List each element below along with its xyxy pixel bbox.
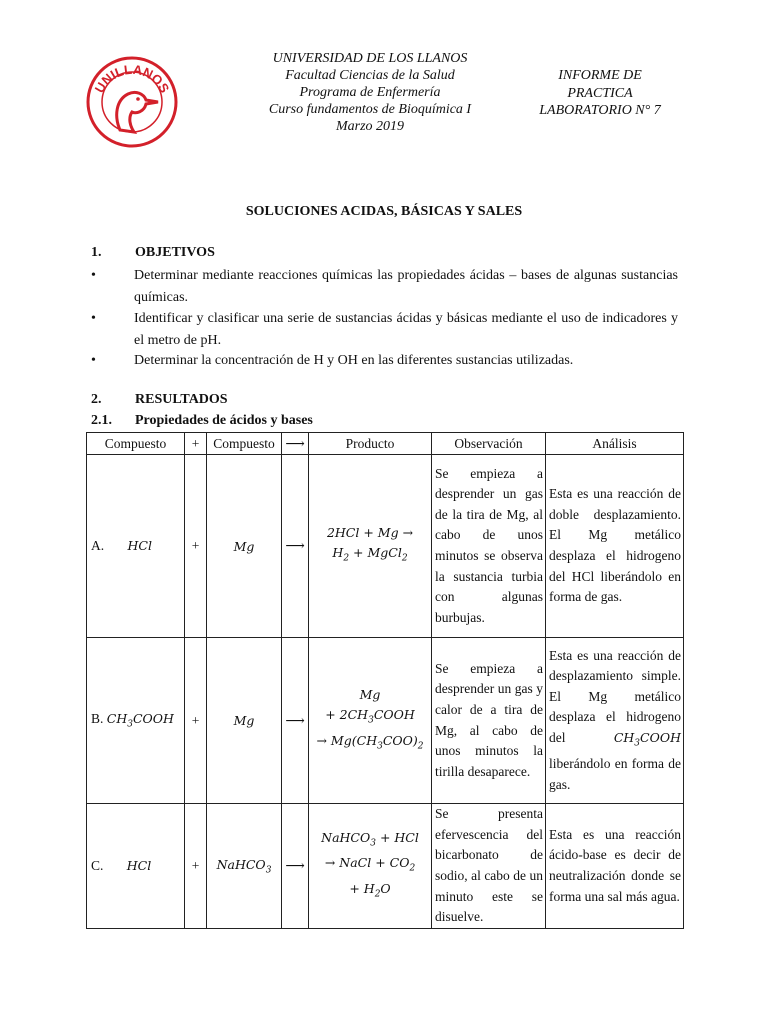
- objective-item: [91, 265, 678, 309]
- observation-text: Se empieza a desprender un gas de la tira de Mg, al cabo de unos minutos se observa la sustancia turbia con algunas burbujas.: [432, 455, 546, 638]
- analysis-text: [546, 638, 684, 804]
- objective-item: [91, 308, 678, 352]
- objective-text: Determinar mediante reacciones químicas las propiedades ácidas – bases de algunas sustancias químicas.: [134, 268, 678, 305]
- analysis-text: Esta es una reacción de doble desplazamiento. El Mg metálico desplaza el hidrogeno del HCl liberándolo en forma de gas.: [546, 455, 684, 638]
- row-plus: +: [185, 638, 207, 804]
- observation-text: Se presenta efervescencia del bicarbonato de sodio, al cabo de un minuto este se disuelve.: [432, 804, 546, 929]
- subsection-number: 2.1.: [91, 413, 112, 428]
- results-heading: [91, 392, 228, 408]
- section-title: RESULTADOS: [135, 392, 228, 407]
- header-arrow: ⟶: [282, 433, 309, 455]
- section-number: 1.: [91, 245, 102, 260]
- row-arrow: ⟶: [282, 455, 309, 638]
- results-subheading: [91, 413, 313, 429]
- bullet-icon: •: [91, 311, 96, 326]
- compound-1: $CH_3COOH$: [106, 711, 174, 730]
- header-compound-1: Compuesto: [87, 433, 185, 455]
- document-title: SOLUCIONES ACIDAS, BÁSICAS Y SALES: [245, 204, 523, 219]
- row-arrow: ⟶: [282, 638, 309, 804]
- section-number: 2.: [91, 392, 102, 407]
- svg-text:UNILLANOS: UNILLANOS: [91, 61, 173, 96]
- row-cell-compound-1: [87, 455, 185, 638]
- row-cell-compound-1: [87, 804, 185, 929]
- bullet-icon: •: [91, 353, 96, 368]
- reaction-product: 2HCl + Mg → $H_2$ + MgCl$_2$: [309, 455, 432, 638]
- compound-2: Mg: [207, 455, 282, 638]
- course-name: Curso fundamentos de Bioquímica I: [268, 102, 472, 117]
- row-arrow: ⟶: [282, 804, 309, 929]
- objective-item: [91, 350, 678, 372]
- header-compound-2: Compuesto: [207, 433, 282, 455]
- table-header-row: [87, 433, 684, 455]
- program-name: Programa de Enfermería: [299, 85, 441, 100]
- report-label: [520, 67, 680, 120]
- analysis-text: Esta es una reacción ácido-base es decir de neutralización donde se forma una sal más agua.: [546, 804, 684, 929]
- row-letter: C.: [91, 858, 104, 873]
- table-row: [87, 638, 684, 804]
- report-line-1: INFORME DE: [558, 68, 642, 83]
- observation-text: Se empieza a desprender un gas y calor de a tira de Mg, al cabo de unos minutos la tirilla desaparece.: [432, 638, 546, 804]
- row-letter: A.: [91, 538, 105, 553]
- bullet-icon: •: [91, 268, 96, 283]
- compound-1: HCl: [126, 858, 152, 873]
- row-cell-compound-1: [87, 638, 185, 804]
- results-table: [86, 432, 684, 929]
- table-row: [87, 455, 684, 638]
- objective-text: Determinar la concentración de H y OH en las diferentes sustancias utilizadas.: [134, 353, 574, 368]
- report-date: Marzo 2019: [335, 119, 405, 134]
- analysis-formula: $CH_3COOH$: [613, 730, 681, 749]
- analysis-text-part: liberándolo en forma de gas.: [549, 756, 681, 792]
- university-logo: [86, 56, 178, 148]
- objectives-heading: [91, 245, 215, 261]
- row-letter: B.: [91, 711, 104, 727]
- header-observation: Observación: [432, 433, 546, 455]
- section-title: OBJETIVOS: [135, 245, 215, 260]
- report-line-3: LABORATORIO N° 7: [539, 103, 661, 118]
- institution-header: [250, 50, 490, 135]
- objective-text: Identificar y clasificar una serie de sustancias ácidas y básicas mediante el uso de indicadores y el metro de pH.: [134, 311, 678, 348]
- subsection-title: Propiedades de ácidos y bases: [135, 413, 313, 428]
- report-line-2: PRACTICA: [567, 85, 633, 101]
- compound-1: HCl: [127, 538, 152, 553]
- compound-2: NaHCO$_3$: [207, 804, 282, 929]
- header-analysis: Análisis: [546, 433, 684, 455]
- row-plus: +: [185, 455, 207, 638]
- reaction-product: NaHCO$_3$ + HCl → NaCl + $CO_2$ + $H_2O$: [309, 804, 432, 929]
- table-row: [87, 804, 684, 929]
- analysis-text-part: Esta es una reacción de desplazamiento simple. El Mg metálico desplaza el hidrogeno del: [549, 647, 681, 746]
- row-plus: +: [185, 804, 207, 929]
- header-plus: +: [185, 433, 207, 455]
- university-name: UNIVERSIDAD DE LOS LLANOS: [272, 51, 468, 66]
- reaction-product: Mg + $2CH_3COOH$ → $Mg(CH_3COO)_2$: [309, 638, 432, 804]
- compound-2: Mg: [207, 638, 282, 804]
- header-product: Producto: [309, 433, 432, 455]
- faculty-name: Facultad Ciencias de la Salud: [285, 68, 455, 83]
